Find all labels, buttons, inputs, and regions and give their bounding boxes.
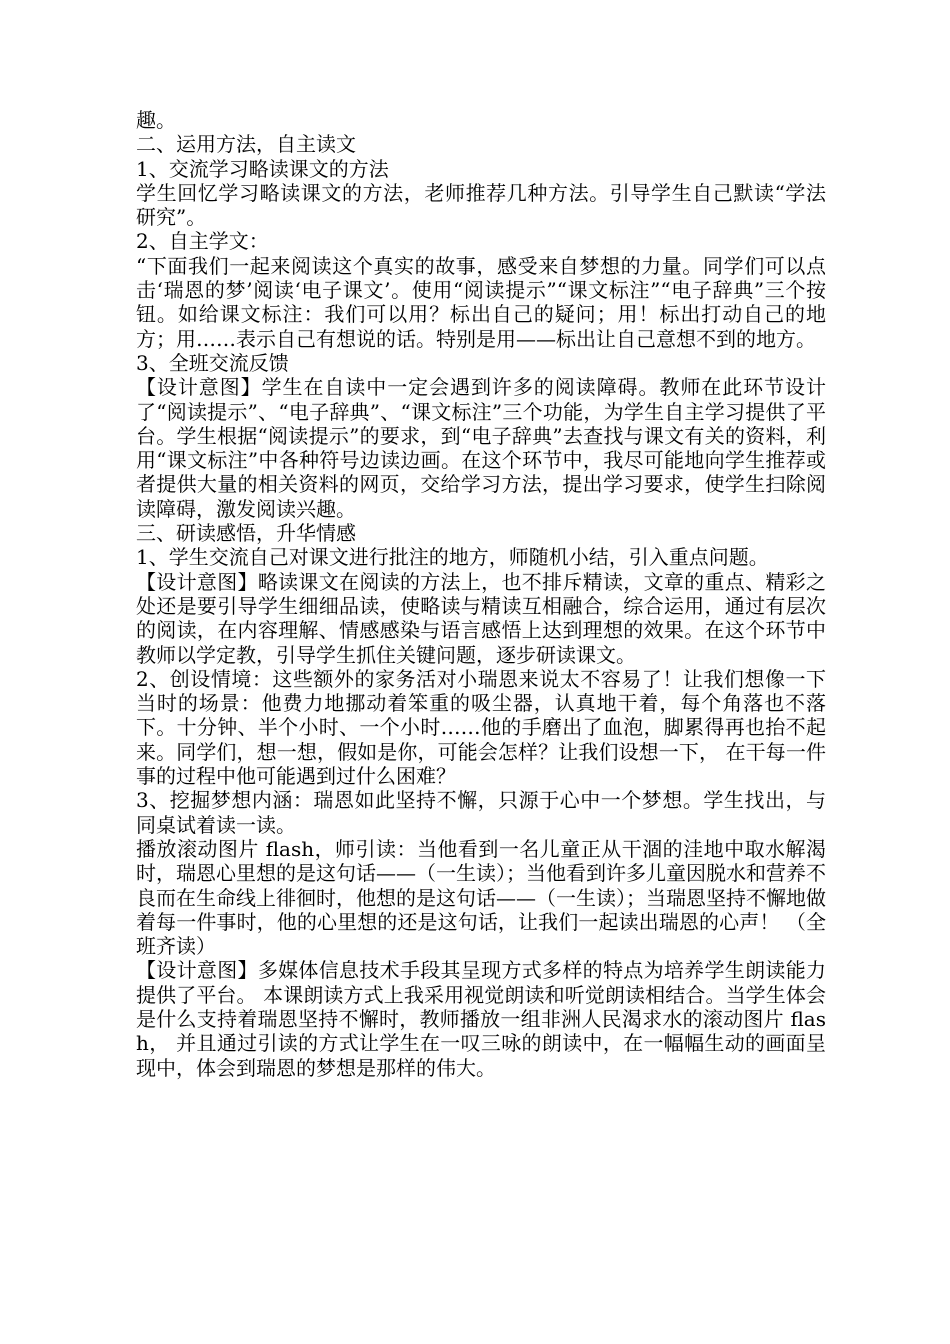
section-heading-3: 三、研读感悟，升华情感 — [136, 521, 356, 546]
document-body — [136, 108, 826, 1080]
paragraph-design-intent-3: 【设计意图】多媒体信息技术手段其呈现方式多样的特点为培养学生朗读能力提供了平台。 本课朗读方式上我采用视觉朗读和听觉朗读相结合。当学生体会是什么支持着瑞恩坚持不懈时，教师播放一组非洲人民渴求水的滚动图片 flash， 并且通过引读的方式让学生在一叹三咏的朗读中，在一幅幅生动的画面呈现中，体会到瑞恩的梦想是那样的伟大。 — [136, 958, 826, 1080]
subheading-exchange-methods: 1、交流学习略读课文的方法 — [136, 156, 389, 181]
paragraph-create-scenario: 2、创设情境：这些额外的家务活对小瑞恩来说太不容易了！让我们想像一下当时的场景：他费力地挪动着笨重的吸尘器，认真地干着，每个角落也不落下。十分钟、半个小时、一个小时……他的手磨出了血泡，脚累得再也抬不起来。同学们，想一想，假如是你，可能会怎样？让我们设想一下， 在干每一件事的过程中他可能遇到过什么困难？ — [136, 666, 826, 789]
paragraph-continuation: 趣。 — [136, 108, 176, 132]
paragraph-flash-guided-reading: 播放滚动图片 flash，师引读：当他看到一名儿童正从干涸的洼地中取水解渴时，瑞恩心里想的是这句话——（一生读）；当他看到许多儿童因脱水和营养不良而在生命线上徘徊时，他想的是这句话——（一生读）；当瑞恩坚持不懈地做着每一件事时，他的心里想的还是这句话，让我们一起读出瑞恩的心声！ （全班齐读） — [136, 836, 826, 959]
paragraph-design-intent-2: 【设计意图】略读课文在阅读的方法上，也不排斥精读，文章的重点、精彩之处还是要引导学生细细品读，使略读与精读互相融合，综合运用，通过有层次的阅读，在内容理解、情感感染与语言感悟上达到理想的效果。在这个环节中教师以学定教，引导学生抓住关键问题，逐步研读课文。 — [136, 569, 826, 667]
paragraph-student-annotation: 1、学生交流自己对课文进行批注的地方，师随机小结，引入重点问题。 — [136, 545, 769, 570]
subheading-self-study: 2、自主学文： — [136, 229, 269, 254]
paragraph-dream-meaning: 3、挖掘梦想内涵：瑞恩如此坚持不懈，只源于心中一个梦想。学生找出，与同桌试着读一读。 — [136, 788, 826, 837]
paragraph-reading-instructions: “下面我们一起来阅读这个真实的故事，感受来自梦想的力量。同学们可以点击‘瑞恩的梦’阅读‘电子课文’。使用“阅读提示”“课文标注”“电子辞典”三个按钮。如给课文标注：我们可以用？标出自己的疑问；用！标出打动自己的地方；用……表示自己有想说的话。特别是用——标出让自己意想不到的地方。 — [136, 253, 826, 351]
subheading-class-feedback: 3、全班交流反馈 — [136, 350, 289, 375]
paragraph-design-intent-1: 【设计意图】学生在自读中一定会遇到许多的阅读障碍。教师在此环节设计了“阅读提示”、“电子辞典”、“课文标注”三个功能，为学生自主学习提供了平台。学生根据“阅读提示”的要求，到“电子辞典”去查找与课文有关的资料，利用“课文标注”中各种符号边读边画。在这个环节中，我尽可能地向学生推荐或者提供大量的相关资料的网页，交给学习方法，提出学习要求，使学生扫除阅读障碍，激发阅读兴趣。 — [136, 375, 826, 521]
section-heading-2: 二、运用方法，自主读文 — [136, 132, 356, 157]
paragraph-recall-methods: 学生回忆学习略读课文的方法，老师推荐几种方法。引导学生自己默读“学法研究”。 — [136, 180, 826, 230]
